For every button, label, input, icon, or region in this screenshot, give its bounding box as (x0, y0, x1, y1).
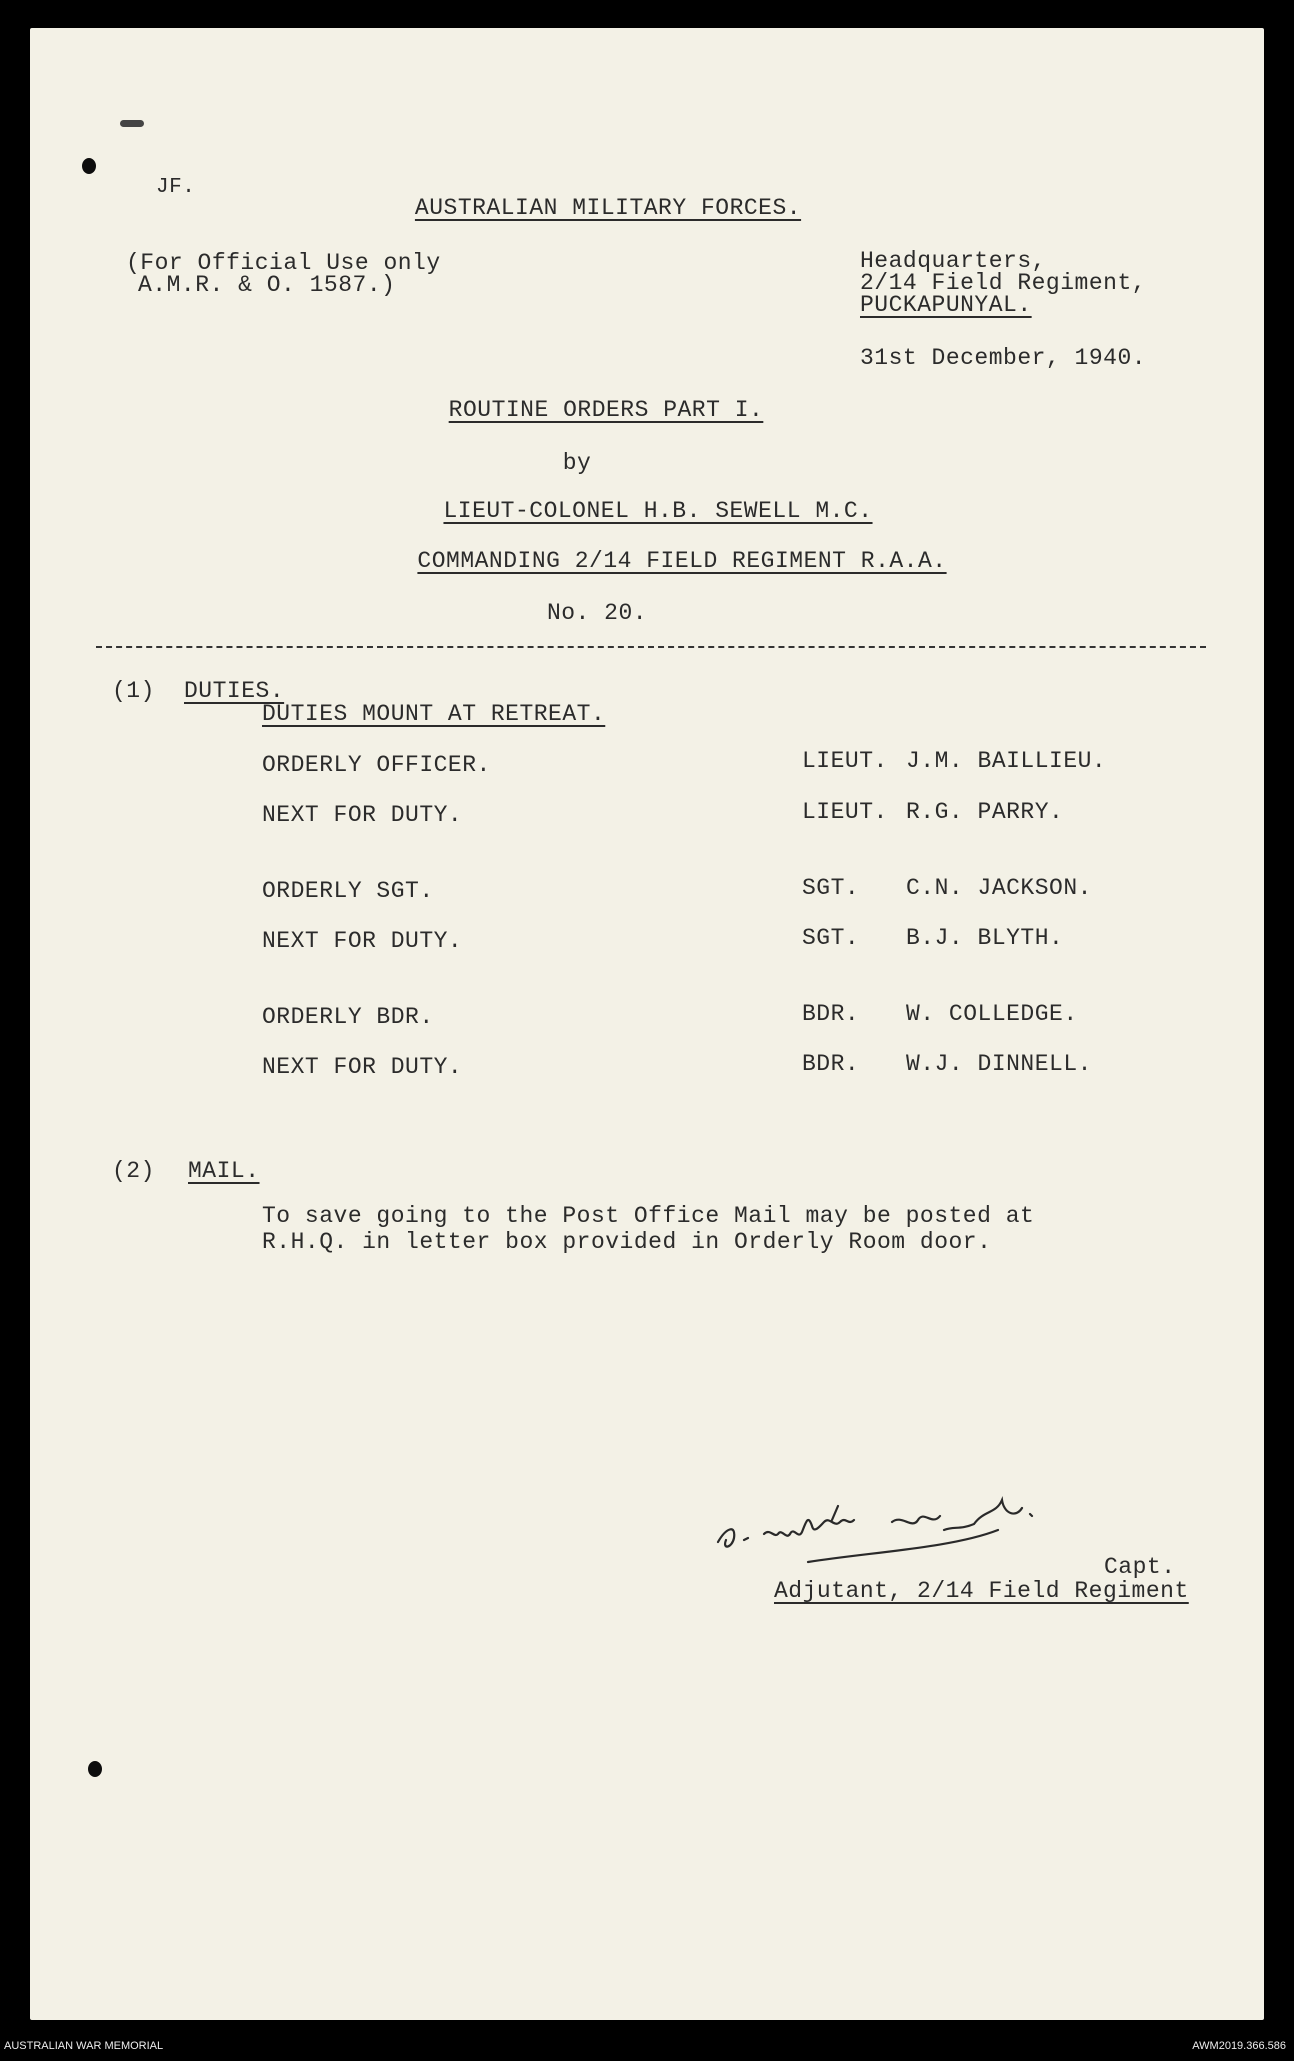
mail-text-line2: R.H.Q. in letter box provided in Orderly Room door. (262, 1229, 992, 1255)
punch-hole-bottom (88, 1761, 102, 1777)
duty-rank: LIEUT. (802, 748, 888, 774)
duties-subheading: DUTIES MOUNT AT RETREAT. (262, 701, 606, 727)
initials: JF. (156, 176, 196, 199)
official-use-line1: (For Official Use only (126, 250, 441, 276)
duty-rank: SGT. (802, 925, 860, 951)
duty-role: NEXT FOR DUTY. (262, 1054, 463, 1080)
duty-name: W. COLLEDGE. (906, 1001, 1078, 1027)
duty-rank: LIEUT. (802, 799, 888, 825)
duty-role: ORDERLY BDR. (262, 1004, 434, 1030)
duty-name: W.J. DINNELL. (906, 1051, 1092, 1077)
duty-rank: SGT. (802, 875, 860, 901)
punch-hole-top (82, 158, 96, 174)
section-divider (96, 646, 1206, 648)
duty-role: NEXT FOR DUTY. (262, 802, 463, 828)
duty-role: NEXT FOR DUTY. (262, 928, 463, 954)
duty-name: B.J. BLYTH. (906, 925, 1064, 951)
document-title: AUSTRALIAN MILITARY FORCES. (414, 195, 802, 221)
duty-rank: BDR. (802, 1001, 860, 1027)
orders-commander: LIEUT-COLONEL H.B. SEWELL M.C. (443, 498, 873, 524)
mail-number: (2) (112, 1158, 155, 1184)
orders-title: ROUTINE ORDERS PART I. (448, 397, 764, 423)
handwritten-signature (712, 1490, 1172, 1570)
duty-name: C.N. JACKSON. (906, 875, 1092, 901)
duty-role: ORDERLY OFFICER. (262, 752, 491, 778)
mail-text-line1: To save going to the Post Office Mail may be posted at (262, 1203, 1035, 1229)
duties-number: (1) (112, 678, 155, 704)
hq-line3: PUCKAPUNYAL. (860, 292, 1032, 318)
orders-command: COMMANDING 2/14 FIELD REGIMENT R.A.A. (417, 548, 947, 574)
official-use-line2: A.M.R. & O. 1587.) (138, 272, 396, 298)
orders-number: No. 20. (546, 600, 648, 626)
duty-name: R.G. PARRY. (906, 799, 1064, 825)
duty-role: ORDERLY SGT. (262, 878, 434, 904)
duty-name: J.M. BAILLIEU. (906, 748, 1107, 774)
duty-rank: BDR. (802, 1051, 860, 1077)
footer-source: AUSTRALIAN WAR MEMORIAL (4, 2040, 164, 2052)
paper-nick (120, 120, 144, 127)
order-date: 31st December, 1940. (860, 345, 1147, 371)
hq-line2: 2/14 Field Regiment, (860, 270, 1147, 296)
signatory-title: Adjutant, 2/14 Field Regiment (774, 1578, 1189, 1604)
document-page (30, 28, 1264, 2020)
hq-line1: Headquarters, (860, 248, 1046, 274)
footer-reference: AWM2019.366.586 (1192, 2040, 1286, 2052)
orders-by: by (562, 450, 592, 476)
mail-heading: MAIL. (188, 1158, 260, 1184)
signatory-rank: Capt. (1104, 1554, 1176, 1580)
duties-heading: DUTIES. (184, 678, 285, 704)
